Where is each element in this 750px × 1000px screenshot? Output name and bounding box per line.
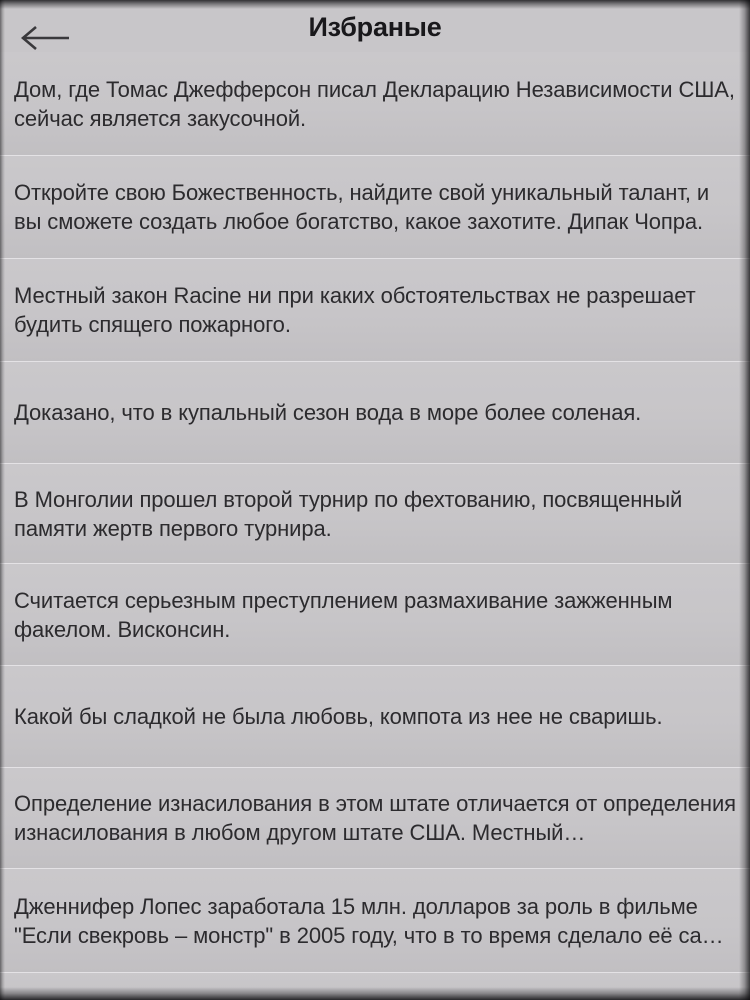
list-item-text: Дом, где Томас Джефферсон писал Декларацию Независимости США, сейчас является закусочной. [14, 76, 735, 131]
back-arrow-icon [20, 24, 72, 52]
list-item[interactable] [0, 665, 750, 767]
favorites-list [0, 52, 750, 1000]
nav-bar [0, 0, 750, 52]
list-item-text: В Монголии прошел второй турнир по фехтованию, посвященный памяти жертв первого турнира. [14, 486, 683, 541]
list-item-partial [0, 972, 750, 1000]
list-item[interactable] [0, 868, 750, 972]
list-item[interactable] [0, 767, 750, 868]
list-item-text: Какой бы сладкой не была любовь, компота из нее не сваришь. [14, 704, 663, 729]
list-item[interactable] [0, 155, 750, 258]
list-item[interactable] [0, 52, 750, 155]
list-item[interactable] [0, 563, 750, 665]
list-item-text: Доказано, что в купальный сезон вода в море более соленая. [14, 400, 642, 425]
page-title: Избраные [308, 12, 442, 42]
list-item-text: Местный закон Racine ни при каких обстоятельствах не разрешает будить спящего пожарного. [14, 283, 696, 337]
list-item-text: Откройте свою Божественность, найдите свой уникальный талант, и вы сможете создать любое богатство, какое захотите. Дипак Чопра. [14, 180, 710, 234]
list-item[interactable] [0, 361, 750, 463]
list-item[interactable] [0, 258, 750, 361]
list-item-text: Считается серьезным преступлением размахивание зажженным факелом. Висконсин. [14, 587, 673, 642]
back-button[interactable] [20, 22, 78, 54]
list-item-text: Определение изнасилования в этом штате отличается от определения изнасилования в любом другом штате США. Местный… [14, 791, 736, 845]
list-item[interactable] [0, 463, 750, 563]
list-item-text: Дженнифер Лопес заработала 15 млн. долларов за роль в фильме "Если свекровь – монстр" в 2005 году, что в то время сделало её са… [14, 893, 724, 948]
